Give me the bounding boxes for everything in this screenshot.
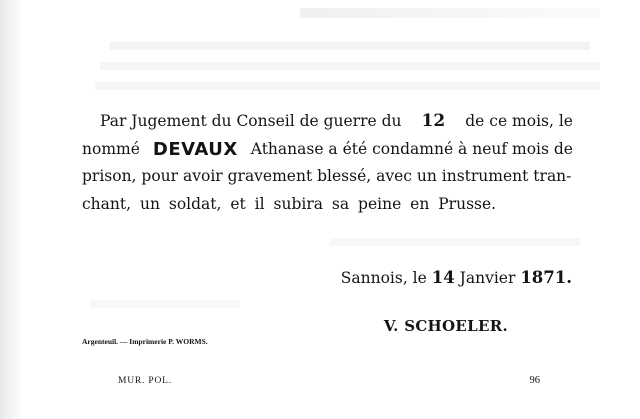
notice-line-4: chant, un soldat, et il subira sa peine en Prusse. bbox=[82, 194, 497, 213]
show-through-texture bbox=[330, 238, 580, 246]
dateline bbox=[341, 268, 572, 287]
notice-line-2-pre: nommé bbox=[82, 139, 140, 158]
notice-line-3: prison, pour avoir gravement blessé, avec un instrument tran- bbox=[82, 167, 572, 185]
page-number: 96 bbox=[529, 375, 540, 386]
show-through-texture bbox=[90, 300, 240, 308]
notice-line-2-post: Athanase a été condamné à neuf mois de bbox=[250, 139, 573, 158]
notice-line-1 bbox=[82, 108, 573, 136]
printer-credit: Argenteuil. — Imprimerie P. WORMS. bbox=[82, 337, 208, 346]
dateline-day: 14 bbox=[431, 268, 455, 287]
notice-line-1-post: de ce mois, le bbox=[465, 112, 573, 130]
dateline-month: Janvier bbox=[459, 269, 516, 287]
condemned-name: DEVAUX bbox=[152, 138, 238, 160]
dateline-year: 1871. bbox=[520, 268, 572, 287]
show-through-texture bbox=[110, 42, 590, 50]
show-through-texture bbox=[300, 8, 600, 18]
show-through-texture bbox=[100, 62, 600, 70]
notice-day-number: 12 bbox=[421, 111, 446, 131]
archive-reference: MUR. POL. bbox=[118, 376, 172, 386]
notice-line-2 bbox=[82, 136, 573, 164]
show-through-texture bbox=[95, 82, 600, 90]
page-edge-shadow bbox=[0, 0, 24, 419]
notice-line-1-pre: Par Jugement du Conseil de guerre du bbox=[100, 112, 402, 130]
dateline-place: Sannois, le bbox=[340, 269, 427, 287]
signature: V. SCHOELER. bbox=[383, 317, 508, 335]
notice-body bbox=[82, 108, 573, 218]
